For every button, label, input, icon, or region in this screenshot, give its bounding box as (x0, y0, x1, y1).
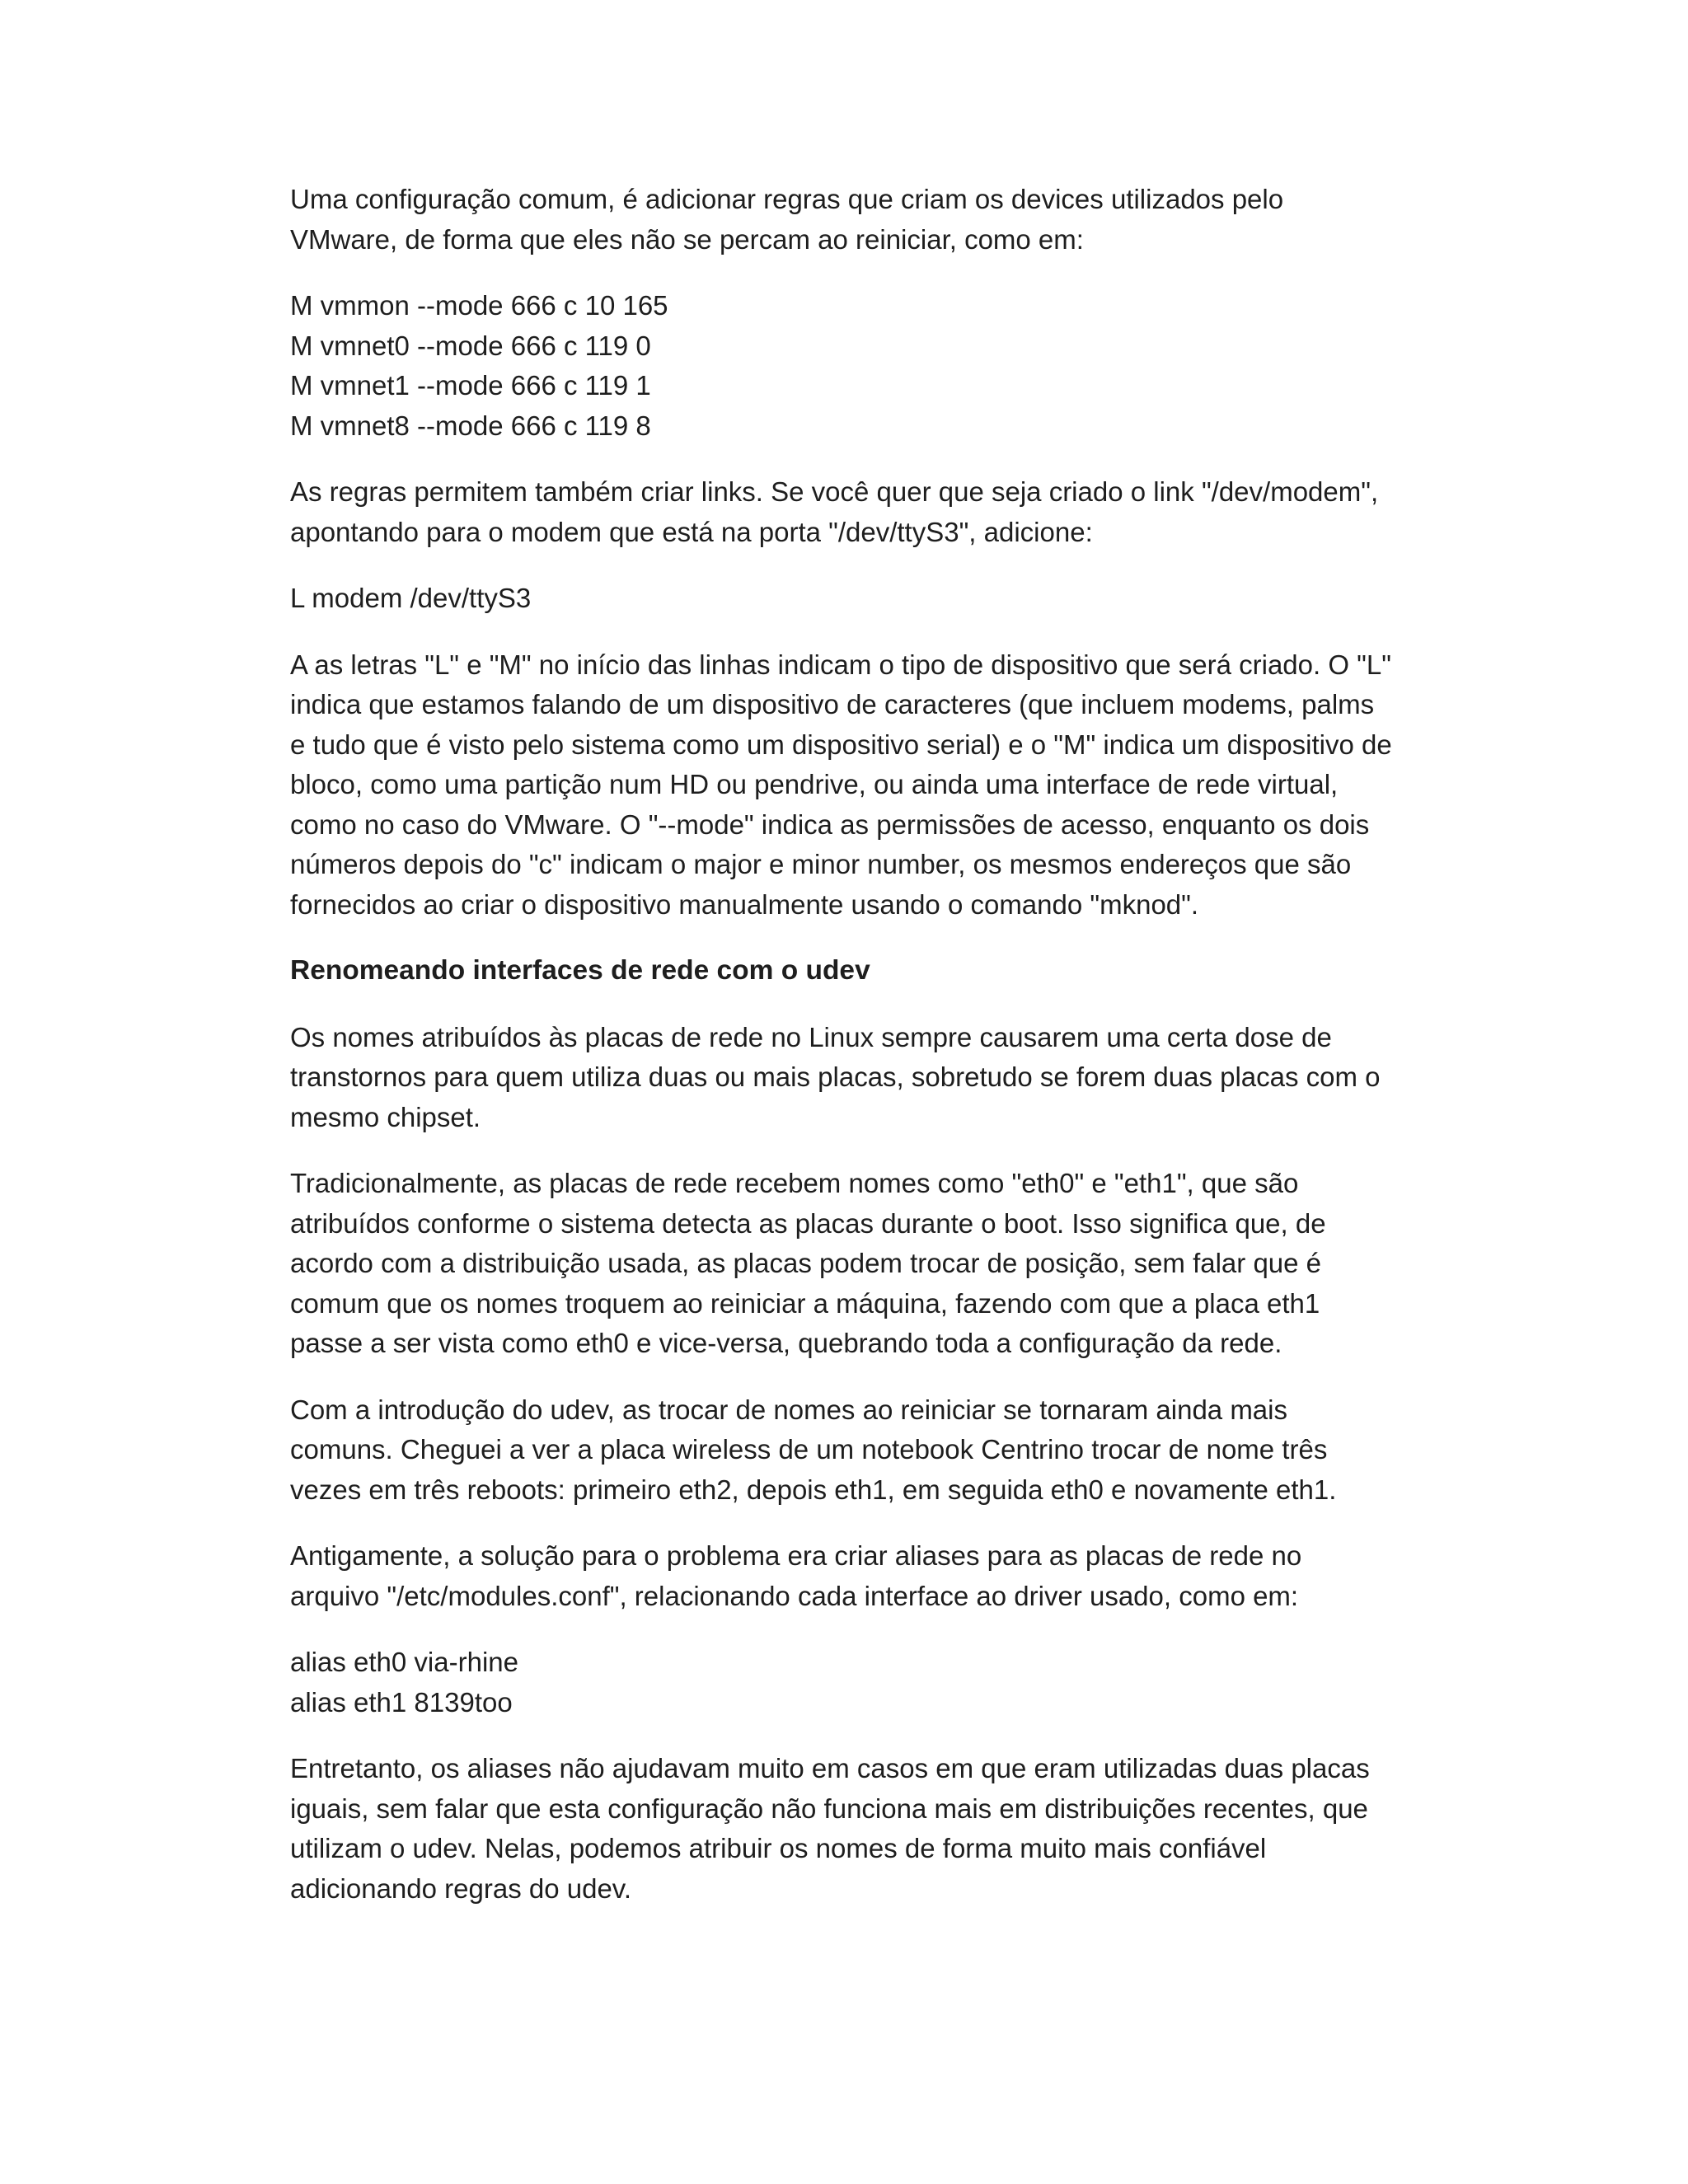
paragraph-aliases: Antigamente, a solução para o problema era criar aliases para as placas de rede no arquivo "/etc/modules.conf", relacionando cada interface ao driver usado, como em: (290, 1540, 1302, 1611)
paragraph-network-names: Os nomes atribuídos às placas de rede no Linux sempre causarem uma certa dose de transtornos para quem utiliza duas ou mais placas, sobretudo se forem duas placas com o mesmo chipset. (290, 1021, 1381, 1132)
paragraph-udev-introduction: Com a introdução do udev, as trocar de nomes ao reiniciar se tornaram ainda mais comuns. Cheguei a ver a placa wireless de um notebook Centrino trocar de nome três vezes em três reboots: primeiro eth2, depois eth1, em seguida eth0 e novamente eth1. (290, 1394, 1337, 1505)
code-block-aliases (290, 1643, 1395, 1722)
code-line: M vmnet0 --mode 666 c 119 0 (290, 330, 651, 361)
code-line: M vmnet1 --mode 666 c 119 1 (290, 370, 651, 401)
code-line: alias eth0 via-rhine (290, 1647, 518, 1677)
code-line: M vmmon --mode 666 c 10 165 (290, 290, 668, 321)
code-line: L modem /dev/ttyS3 (290, 583, 532, 613)
paragraph-traditional-naming: Tradicionalmente, as placas de rede recebem nomes como "eth0" e "eth1", que são atribuídos conforme o sistema detecta as placas durante o boot. Isso significa que, de acordo com a distribuição usada, as placas podem trocar de posição, sem falar que é comum que os nomes troquem ao reiniciar a máquina, fazendo com que a placa eth1 passe a ser vista como eth0 e vice-versa, quebrando toda a configuração da rede. (290, 1168, 1326, 1358)
code-line: M vmnet8 --mode 666 c 119 8 (290, 410, 651, 441)
code-line: alias eth1 8139too (290, 1686, 513, 1718)
paragraph-vmware-rules: Uma configuração comum, é adicionar regras que criam os devices utilizados pelo VMware, de forma que eles não se percam ao reiniciar, como em: (290, 184, 1284, 255)
paragraph-udev-rules: Entretanto, os aliases não ajudavam muito em casos em que eram utilizadas duas placas iguais, sem falar que esta configuração não funciona mais em distribuições recentes, que utilizam o udev. Nelas, podemos atribuir os nomes de forma muito mais confiável adicionando regras do udev. (290, 1753, 1370, 1904)
document-body (290, 180, 1395, 1935)
code-block-modem-link (290, 579, 1395, 619)
paragraph-device-types: A as letras "L" e "M" no início das linhas indicam o tipo de dispositivo que será criado. O "L" indica que estamos falando de um dispositivo de caracteres (que incluem modems, palms e tudo que é visto pelo sistema como um dispositivo serial) e o "M" indica um dispositivo de bloco, como uma partição num HD ou pendrive, ou ainda uma interface de rede virtual, como no caso do VMware. O "--mode" indica as permissões de acesso, enquanto os dois números depois do "c" indicam o major e minor number, os mesmos endereços que são fornecidos ao criar o dispositivo manualmente usando o comando "mknod". (290, 649, 1392, 920)
code-block-vmware-devices (290, 286, 1395, 446)
paragraph-links: As regras permitem também criar links. Se você quer que seja criado o link "/dev/modem", apontando para o modem que está na porta "/dev/ttyS3", adicione: (290, 476, 1379, 547)
section-heading: Renomeando interfaces de rede com o udev (290, 955, 870, 986)
